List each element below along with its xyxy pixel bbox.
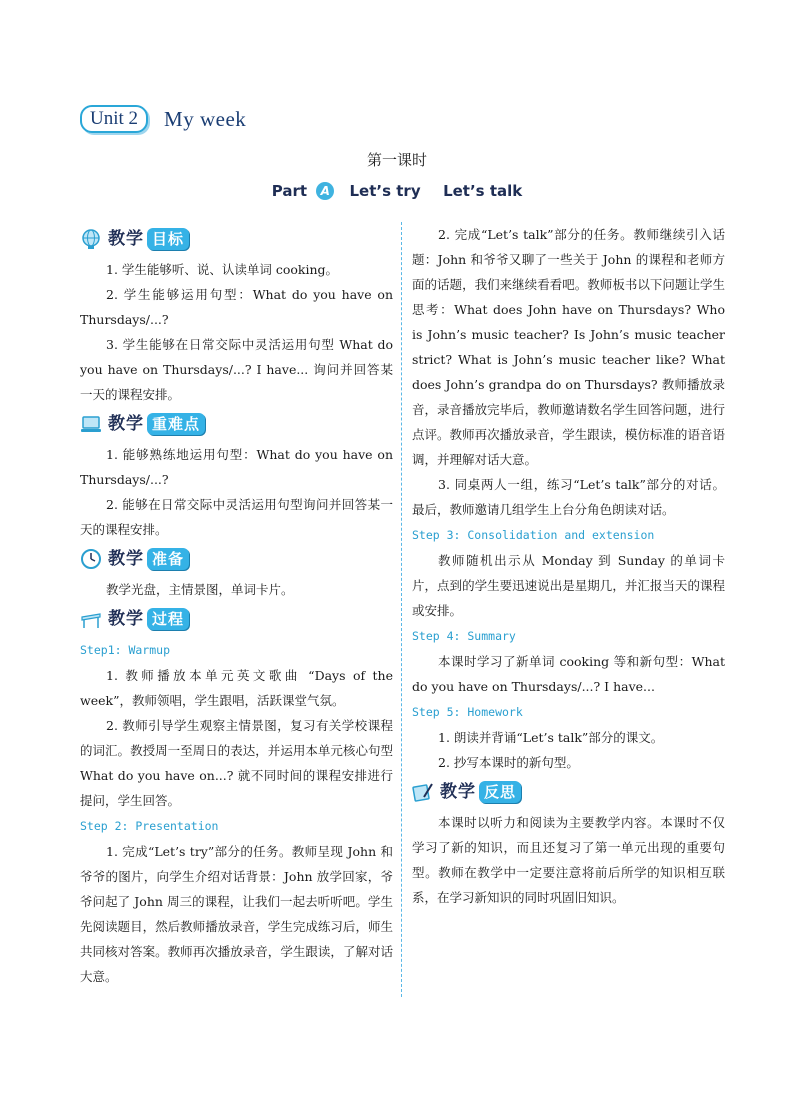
section-goals-title: 教学: [108, 228, 144, 249]
section-process-heading: [80, 604, 393, 634]
part-lets-try: Let’s try: [349, 182, 421, 200]
right-column: [412, 222, 725, 910]
goal-item: 2. 学生能够运用句型：What do you have on Thursdays/...?: [80, 287, 393, 327]
part-prefix: Part: [271, 182, 308, 200]
preparation-text: 教学光盘，主情景图，单词卡片。: [106, 582, 294, 597]
section-keypoints-heading: [80, 409, 393, 439]
keypoint-item: 2. 能够在日常交际中灵活运用句型询问并回答某一天的课程安排。: [80, 497, 393, 537]
unit-name: My week: [164, 106, 247, 131]
desk-icon: [80, 608, 102, 630]
section-preparation-title: 教学: [108, 548, 144, 569]
section-goals-tag: 目标: [147, 228, 189, 250]
section-preparation-heading: [80, 544, 393, 574]
section-reflection-title: 教学: [440, 781, 476, 802]
notebook-pencil-icon: [412, 781, 434, 803]
step2-paragraph: 3. 同桌两人一组，练习“Let’s talk”部分的对话。最后，教师邀请几组学生上台分角色朗读对话。: [412, 477, 725, 517]
left-column: [80, 222, 393, 989]
step3-paragraph: 教师随机出示从 Monday 到 Sunday 的单词卡片，点到的学生要迅速说出是星期几，并汇报当天的课程或安排。: [412, 553, 725, 618]
globe-icon: [80, 228, 102, 250]
step2-paragraph: 2. 完成“Let’s talk”部分的任务。教师继续引入话题：John 和爷爷又聊了一些关于 John 的课程和老师方面的话题，我们来继续看看吧。教师板书以下问题让学生思考：What does John have on Thursdays? Who is John’s music teacher? Is John’s music teacher strict? What is John’s music teacher like? What does John’s grandpa do on Thursdays? 教师播放录音，录音播放完毕后，教师邀请数名学生回答问题，进行点评。教师再次播放录音，学生跟读，模仿标准的语音语调，并理解对话大意。: [412, 227, 725, 467]
step1-paragraph: 1. 教师播放本单元英文歌曲 “Days of the week”，教师领唱，学生跟唱，活跃课堂气氛。: [80, 668, 393, 708]
section-keypoints-title: 教学: [108, 413, 144, 434]
section-reflection-heading: [412, 777, 725, 807]
section-process-title: 教学: [108, 608, 144, 629]
unit-title: [80, 104, 246, 134]
part-letter-badge: A: [316, 182, 334, 200]
section-keypoints-tag: 重难点: [147, 413, 205, 435]
reflection-text: 本课时以听力和阅读为主要教学内容。本课时不仅学习了新的知识，而且还复习了第一单元出现的重要句型。教师在教学中一定要注意将前后所学的知识相互联系，在学习新知识的同时巩固旧知识。: [412, 815, 725, 905]
section-goals-heading: [80, 224, 393, 254]
part-lets-talk: Let’s talk: [443, 182, 523, 200]
step1-paragraph: 2. 教师引导学生观察主情景图，复习有关学校课程的词汇。教授周一至周日的表达，并运用本单元核心句型 What do you have on...? 就不同时间的课程安排进行提问，学生回答。: [80, 718, 393, 808]
keypoint-item: 1. 能够熟练地运用句型：What do you have on Thursdays/...?: [80, 447, 393, 487]
step2-paragraph: 1. 完成“Let’s try”部分的任务。教师呈现 John 和爷爷的图片，向学生介绍对话背景：John 放学回家，爷爷问起了 John 周三的课程，让我们一起去听听吧。学生先阅读题目，然后教师播放录音，学生完成练习后，师生共同核对答案。教师再次播放录音，学生跟读，了解对话大意。: [80, 844, 393, 984]
column-divider: [401, 222, 402, 997]
section-reflection-tag: 反思: [479, 781, 521, 803]
goal-item: 1. 学生能够听、说、认读单词 cooking。: [106, 262, 339, 277]
lesson-number: 第一课时: [366, 151, 427, 169]
step2-title: Step 2: Presentation: [80, 819, 219, 833]
clock-icon: [80, 548, 102, 570]
step4-title: Step 4: Summary: [412, 629, 516, 643]
step3-title: Step 3: Consolidation and extension: [412, 528, 655, 542]
step5-paragraph: 1. 朗读并背诵“Let’s talk”部分的课文。: [438, 730, 664, 745]
step4-paragraph: 本课时学习了新单词 cooking 等和新句型：What do you have on Thursdays/...? I have...: [412, 654, 725, 694]
step5-paragraph: 2. 抄写本课时的新句型。: [438, 755, 579, 770]
step5-title: Step 5: Homework: [412, 705, 523, 719]
section-preparation-tag: 准备: [147, 548, 189, 570]
unit-badge: Unit 2: [80, 105, 148, 133]
section-process-tag: 过程: [147, 608, 189, 630]
step1-title: Step1: Warmup: [80, 643, 171, 657]
goal-item: 3. 学生能够在日常交际中灵活运用句型 What do you have on Thursdays/...? I have... 询问并回答某一天的课程安排。: [80, 337, 393, 402]
laptop-icon: [80, 413, 102, 435]
part-line: [0, 182, 794, 200]
